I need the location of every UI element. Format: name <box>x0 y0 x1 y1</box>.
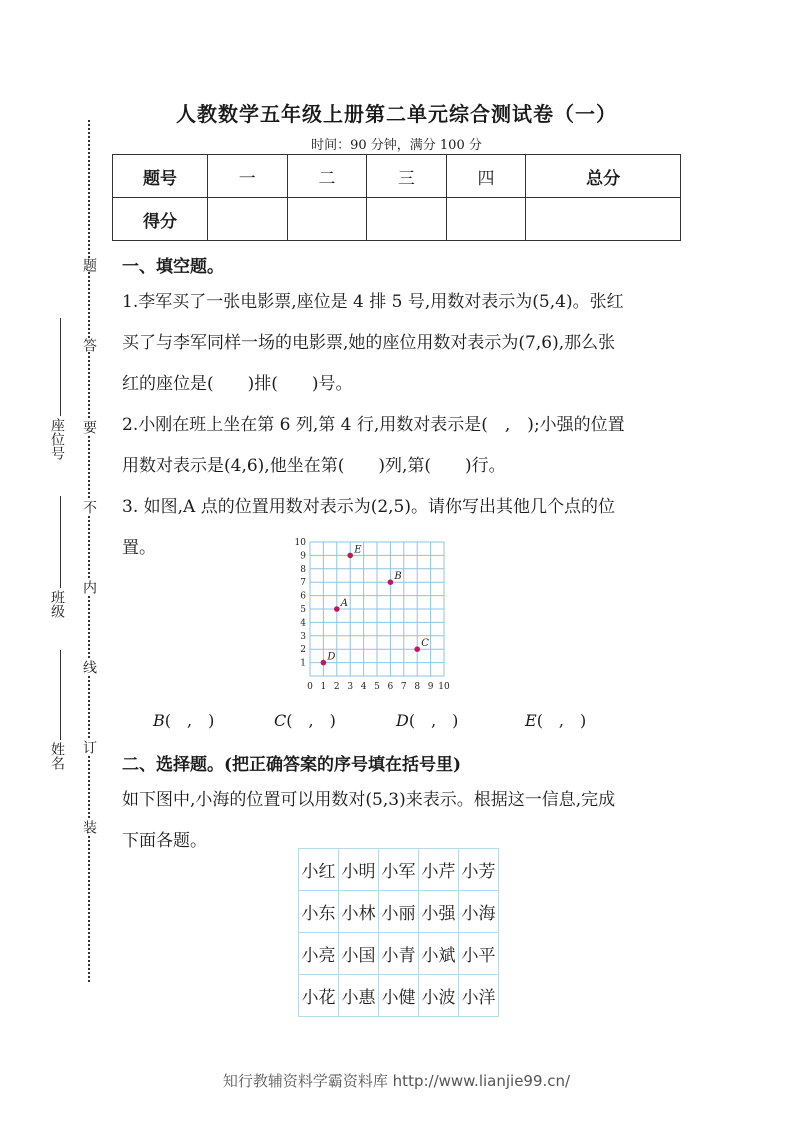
answer-blank: ( , ) <box>536 711 587 730</box>
footer-watermark: 知行教辅资料学霸资料库 http://www.lianjie99.cn/ <box>222 1072 571 1090</box>
x-tick-label: 9 <box>427 682 434 692</box>
x-tick-label: 7 <box>400 682 407 692</box>
score-cell: 题号 <box>113 155 208 198</box>
score-input-cell <box>446 198 526 241</box>
seat-cell: 小斌 <box>419 933 459 975</box>
answer-blank: ( , ) <box>286 711 336 730</box>
point-label-c: C <box>421 638 429 650</box>
seat-number-blank <box>60 318 61 416</box>
binding-word: 线 <box>81 660 97 674</box>
seat-row <box>299 849 499 891</box>
y-tick-label: 8 <box>300 564 306 575</box>
answer-letter: D <box>396 711 409 730</box>
exam-time-info: 时间：90 分钟，满分 100 分 <box>311 138 482 153</box>
point-b <box>388 579 394 585</box>
seat-cell: 小芳 <box>459 849 499 891</box>
class-blank <box>60 496 61 588</box>
seat-row <box>299 975 499 1017</box>
question-line: 2.小刚在班上坐在第 6 列,第 4 行,用数对表示是( , );小强的位置 <box>122 415 625 435</box>
question-text <box>122 282 682 569</box>
point-label-b: B <box>394 571 402 583</box>
point-e <box>347 553 353 559</box>
seat-cell: 小海 <box>459 891 499 933</box>
question-line: 下面各题。 <box>122 831 207 851</box>
answer-letter: B <box>153 711 165 730</box>
binding-word: 订 <box>81 740 97 754</box>
x-tick-label: 1 <box>320 682 327 692</box>
question-line: 红的座位是( )排( )号。 <box>122 374 353 394</box>
seat-cell: 小青 <box>379 933 419 975</box>
score-table <box>112 154 681 241</box>
seat-row <box>299 891 499 933</box>
score-input-cell <box>367 198 447 241</box>
seat-cell: 小洋 <box>459 975 499 1017</box>
y-tick-label: 4 <box>300 618 306 629</box>
x-tick-label: 0 <box>307 682 313 692</box>
point-d <box>321 660 327 666</box>
binding-word: 题 <box>81 258 97 272</box>
score-table-header-row <box>113 155 681 198</box>
seat-grid-table <box>298 848 499 1017</box>
seat-cell: 小花 <box>299 975 339 1017</box>
answer-d <box>396 708 458 731</box>
x-tick-label: 8 <box>414 682 421 692</box>
score-cell: 四 <box>446 155 526 198</box>
seat-cell: 小亮 <box>299 933 339 975</box>
coordinate-grid-chart <box>290 536 470 694</box>
question-line: 3. 如图,A 点的位置用数对表示为(2,5)。请你写出其他几个点的位 <box>122 497 616 517</box>
score-input-cell <box>208 198 288 241</box>
x-tick-label: 4 <box>360 682 367 692</box>
y-tick-label: 2 <box>300 645 306 656</box>
seat-cell: 小明 <box>339 849 379 891</box>
section-heading: 二、选择题。(把正确答案的序号填在括号里) <box>122 755 462 775</box>
y-tick-label: 6 <box>300 591 306 602</box>
question-line: 用数对表示是(4,6),他坐在第( )列,第( )行。 <box>122 456 506 476</box>
x-tick-label: 5 <box>374 682 380 692</box>
score-cell: 二 <box>287 155 367 198</box>
score-input-cell <box>526 198 681 241</box>
seat-number-label: 座位号 <box>49 418 65 460</box>
binding-word: 装 <box>81 820 97 834</box>
y-tick-label: 9 <box>300 551 306 562</box>
score-cell: 一 <box>208 155 288 198</box>
x-tick-label: 3 <box>347 682 354 692</box>
x-tick-label: 2 <box>333 682 340 692</box>
binding-word: 内 <box>81 580 97 594</box>
seat-cell: 小强 <box>419 891 459 933</box>
seat-cell: 小波 <box>419 975 459 1017</box>
score-input-cell <box>287 198 367 241</box>
question-line: 1.李军买了一张电影票,座位是 4 排 5 号,用数对表示为(5,4)。张红 <box>122 292 624 312</box>
answer-letter: E <box>525 711 537 730</box>
answer-blank: ( , ) <box>164 711 215 730</box>
point-a <box>334 606 340 612</box>
x-tick-label: 6 <box>387 682 394 692</box>
seat-cell: 小军 <box>379 849 419 891</box>
page-title: 人教数学五年级上册第二单元综合测试卷（一） <box>176 102 617 126</box>
answer-b <box>153 708 214 731</box>
y-tick-label: 5 <box>300 605 306 615</box>
point-label-a: A <box>340 598 349 609</box>
seat-row <box>299 933 499 975</box>
seat-cell: 小惠 <box>339 975 379 1017</box>
point-label-e: E <box>354 544 362 556</box>
binding-word: 答 <box>81 338 97 352</box>
seat-cell: 小芹 <box>419 849 459 891</box>
seat-cell: 小红 <box>299 849 339 891</box>
class-label: 班级 <box>49 590 65 618</box>
y-tick-label: 7 <box>300 578 306 589</box>
name-blank <box>60 650 61 740</box>
seat-cell: 小健 <box>379 975 419 1017</box>
x-tick-label: 10 <box>438 682 450 692</box>
score-cell: 得分 <box>113 198 208 241</box>
point-c <box>414 646 420 652</box>
binding-word: 不 <box>81 500 97 514</box>
question-line: 如下图中,小海的位置可以用数对(5,3)来表示。根据这一信息,完成 <box>122 790 616 810</box>
seat-cell: 小丽 <box>379 891 419 933</box>
binding-dotted-line <box>88 120 90 982</box>
score-cell: 总分 <box>526 155 681 198</box>
y-tick-label: 10 <box>294 538 306 548</box>
seat-cell: 小国 <box>339 933 379 975</box>
answer-letter: C <box>274 711 287 730</box>
score-table-score-row <box>113 198 681 241</box>
answer-c <box>274 708 336 731</box>
binding-word: 要 <box>81 420 97 434</box>
question-line: 置。 <box>122 538 156 558</box>
question-line: 买了与李军同样一场的电影票,她的座位用数对表示为(7,6),那么张 <box>122 333 616 353</box>
section-heading: 一、填空题。 <box>122 257 224 277</box>
answer-blank: ( , ) <box>408 711 459 730</box>
score-cell: 三 <box>367 155 447 198</box>
seat-cell: 小林 <box>339 891 379 933</box>
name-label: 姓名 <box>49 742 65 770</box>
answer-e <box>525 708 586 731</box>
y-tick-label: 3 <box>300 631 306 642</box>
y-tick-label: 1 <box>300 658 306 669</box>
seat-cell: 小东 <box>299 891 339 933</box>
seat-cell: 小平 <box>459 933 499 975</box>
point-label-d: D <box>327 651 336 663</box>
